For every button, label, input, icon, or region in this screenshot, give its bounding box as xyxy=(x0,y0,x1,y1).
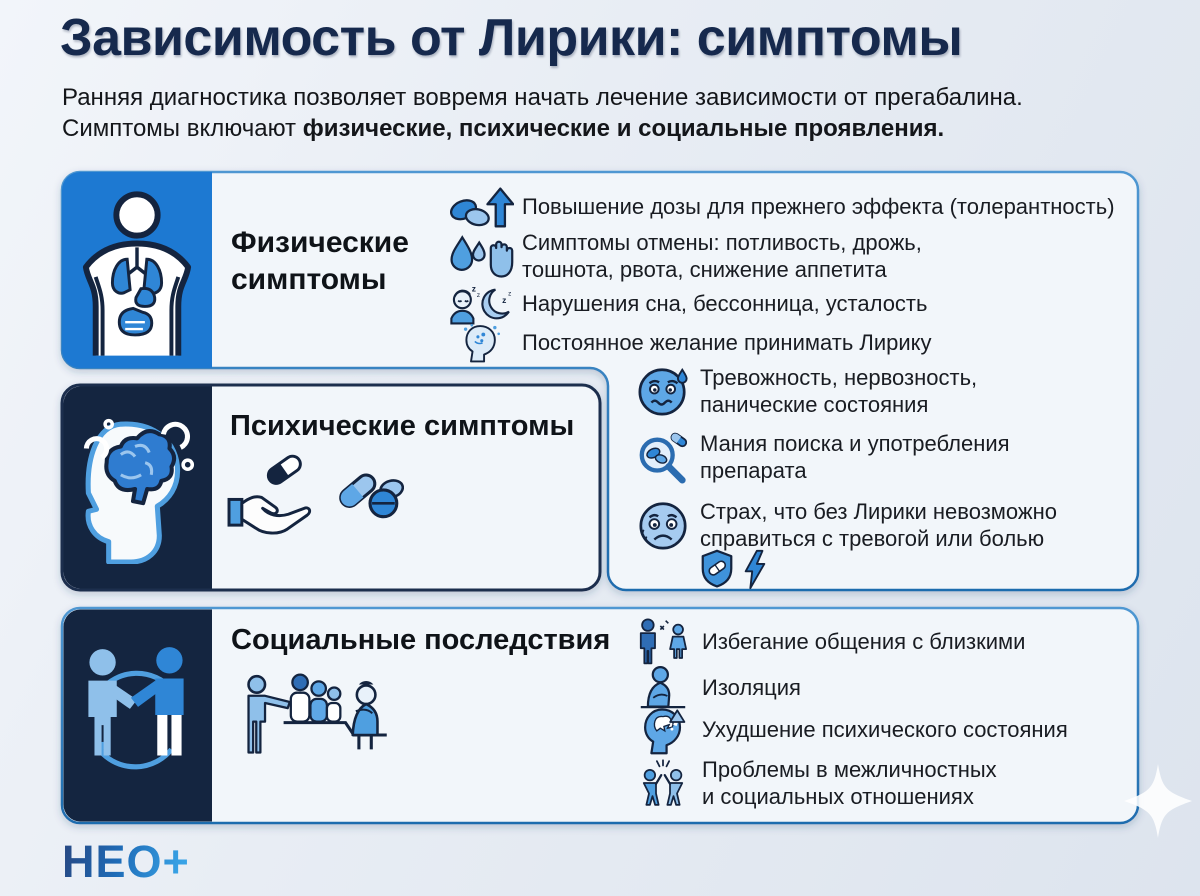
list-item xyxy=(634,430,1010,484)
item-text: Повышение дозы для прежнего эффекта (толерантность) xyxy=(522,194,1115,220)
group-exclusion-icon xyxy=(238,670,388,768)
list-item xyxy=(634,364,977,418)
section-title-psychological: Психические симптомы xyxy=(230,410,575,442)
section-title-physical: Физические симптомы xyxy=(231,226,409,296)
people-interaction-icon xyxy=(70,636,202,794)
list-item xyxy=(448,228,922,284)
anxiety-face-icon xyxy=(634,364,692,418)
relationship-problems-icon xyxy=(632,758,694,808)
item-text: Проблемы в межличностных и социальных отношениях xyxy=(702,756,997,809)
drug-search-icon xyxy=(634,430,692,484)
svg-text:z: z xyxy=(508,290,512,298)
shield-pill-icon xyxy=(700,549,734,590)
dose-increase-icon xyxy=(448,184,514,230)
section-title-social: Социальные последствия xyxy=(231,624,611,656)
subtitle-line1: Ранняя диагностика позволяет вовремя начать лечение зависимости от прегабалина. xyxy=(62,84,1023,111)
list-item xyxy=(448,284,927,324)
item-text: Страх, что без Лирики невозможно справиться с тревогой или болью xyxy=(700,498,1057,551)
sparkle-decoration xyxy=(1120,762,1196,840)
subtitle-line2-bold: физические, психические и социальные проявления. xyxy=(302,115,945,142)
human-body-organs-icon xyxy=(78,190,196,356)
subtitle-line2-regular: Симптомы включают xyxy=(62,115,303,142)
avoid-communication-icon xyxy=(632,618,694,666)
list-item xyxy=(634,498,1057,552)
pills-icon xyxy=(334,462,404,522)
withdrawal-symptoms-icon xyxy=(448,231,514,281)
list-item xyxy=(632,666,801,710)
item-text: Избегание общения с близкими xyxy=(702,629,1026,655)
sleep-disturbance-icon xyxy=(448,281,514,327)
page-subtitle xyxy=(62,82,1023,144)
list-item xyxy=(448,186,1115,228)
fear-face-icon xyxy=(634,498,692,552)
item-text: Симптомы отмены: потливость, дрожь, тошнота, рвота, снижение аппетита xyxy=(522,229,922,282)
hand-offering-capsule-icon xyxy=(222,452,322,536)
item-text: Ухудшение психического состояния xyxy=(702,717,1068,743)
svg-text:z: z xyxy=(471,283,476,294)
item-text: Нарушения сна, бессонница, усталость xyxy=(522,291,928,317)
svg-text:z: z xyxy=(502,295,507,306)
page-title: Зависимость от Лирики: симптомы xyxy=(60,9,963,67)
craving-icon xyxy=(448,323,514,363)
item-text: Изоляция xyxy=(702,675,801,701)
head-brain-icon xyxy=(68,412,200,564)
list-item xyxy=(632,754,997,812)
lightning-icon xyxy=(742,549,768,590)
mental-decline-icon xyxy=(632,705,694,755)
item-text: Постоянное желание принимать Лирику xyxy=(522,330,932,356)
list-item xyxy=(632,708,1068,752)
list-item xyxy=(632,620,1025,664)
fear-item-extra-icons xyxy=(700,549,768,590)
item-text: Мания поиска и употребления препарата xyxy=(700,430,1010,483)
svg-text:z: z xyxy=(476,292,481,300)
brand-logo: НЕО+ xyxy=(62,836,190,887)
item-text: Тревожность, нервозность, панические состояния xyxy=(700,364,978,417)
list-item xyxy=(448,324,932,362)
